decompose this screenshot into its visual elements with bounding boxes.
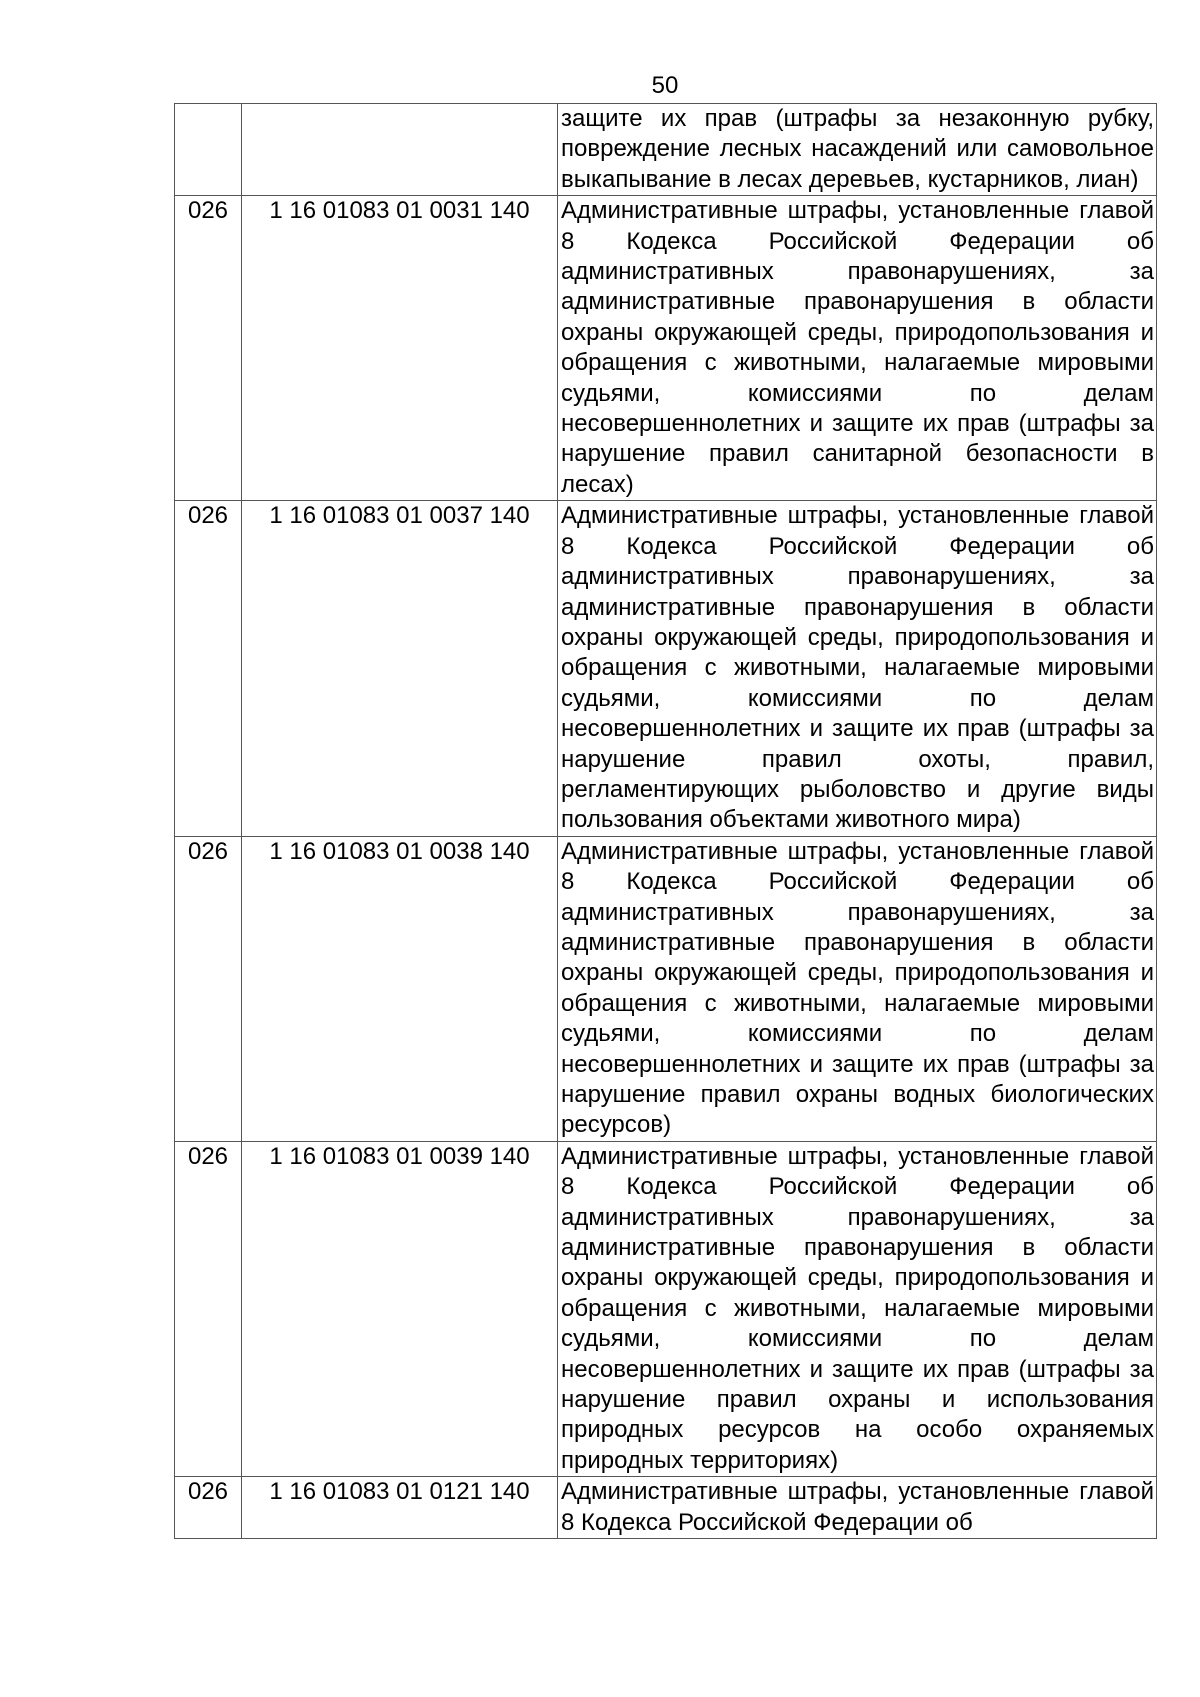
admin-code-cell: 026 [175,501,242,836]
description-cell: Административные штрафы, установленные главой 8 Кодекса Российской Федерации об административных правонарушениях, за административные правонарушения в области охраны окружающей среды, природопользования и обращения с животными, налагаемые мировыми судьями, комиссиями по делам несовершеннолетних и защите их прав (штрафы за нарушение правил охоты, правил, регламентирующих рыболовство и другие виды пользования объектами животного мира) [558,501,1157,836]
description-cell: Административные штрафы, установленные главой 8 Кодекса Российской Федерации об административных правонарушениях, за административные правонарушения в области охраны окружающей среды, природопользования и обращения с животными, налагаемые мировыми судьями, комиссиями по делам несовершеннолетних и защите их прав (штрафы за нарушение правил охраны и использования природных ресурсов на особо охраняемых природных территориях) [558,1141,1157,1476]
admin-code-cell: 026 [175,836,242,1141]
kbk-cell: 1 16 01083 01 0037 140 [242,501,558,836]
description-cell: Административные штрафы, установленные главой 8 Кодекса Российской Федерации об административных правонарушениях, за административные правонарушения в области охраны окружающей среды, природопользования и обращения с животными, налагаемые мировыми судьями, комиссиями по делам несовершеннолетних и защите их прав (штрафы за нарушение правил санитарной безопасности в лесах) [558,196,1157,501]
kbk-cell: 1 16 01083 01 0039 140 [242,1141,558,1476]
table-row [175,104,1157,196]
table-row [175,1141,1157,1476]
admin-code-cell: 026 [175,1477,242,1539]
kbk-cell [242,104,558,196]
admin-code-cell [175,104,242,196]
table-row [175,1477,1157,1539]
budget-code-table [174,103,1157,1539]
kbk-cell: 1 16 01083 01 0038 140 [242,836,558,1141]
admin-code-cell: 026 [175,1141,242,1476]
description-cell: Административные штрафы, установленные главой 8 Кодекса Российской Федерации об административных правонарушениях, за административные правонарушения в области охраны окружающей среды, природопользования и обращения с животными, налагаемые мировыми судьями, комиссиями по делам несовершеннолетних и защите их прав (штрафы за нарушение правил охраны водных биологических ресурсов) [558,836,1157,1141]
admin-code-cell: 026 [175,196,242,501]
description-cell: защите их прав (штрафы за незаконную рубку, повреждение лесных насаждений или самовольное выкапывание в лесах деревьев, кустарников, лиан) [558,104,1157,196]
kbk-cell: 1 16 01083 01 0121 140 [242,1477,558,1539]
description-cell: Административные штрафы, установленные главой 8 Кодекса Российской Федерации об [558,1477,1157,1539]
table-row [175,196,1157,501]
kbk-cell: 1 16 01083 01 0031 140 [242,196,558,501]
table-row [175,836,1157,1141]
page-number: 50 [651,72,679,99]
table-row [175,501,1157,836]
